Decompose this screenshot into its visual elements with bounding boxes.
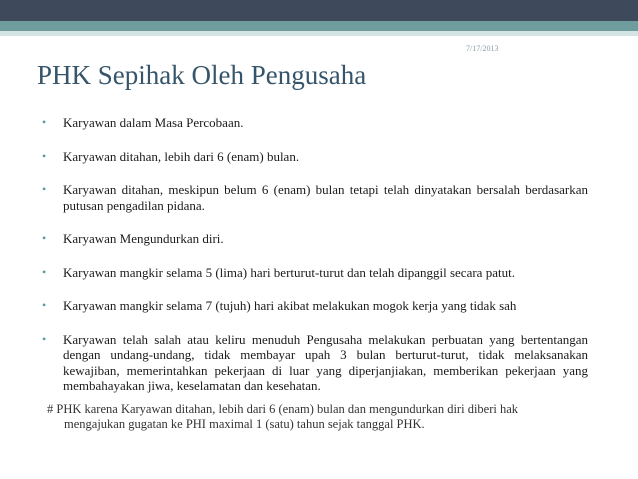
footnote-line-1: # PHK karena Karyawan ditahan, lebih dari 6 (enam) bulan dan mengundurkan diri diberi hak [47,402,519,416]
list-item [40,115,588,131]
list-item [40,231,588,247]
footnote [47,402,598,432]
list-item-text: Karyawan ditahan, lebih dari 6 (enam) bulan. [63,148,300,164]
slide-title: PHK Sepihak Oleh Pengusaha [37,60,367,90]
list-item-text: Karyawan telah salah atau keliru menuduh Pengusaha melakukan perbuatan yang bertentangan dengan undang-undang, tidak membayar upah 3 bulan berturut-turut, tidak melaksanakan kewajiban, memerintahkan pekerjaan di luar yang diperjanjiakan, memberikan pekerjaan yang membahayakan jiwa, keselamatan dan kesehatan. [63,331,588,393]
list-item-text: Karyawan mangkir selama 7 (tujuh) hari akibat melakukan mogok kerja yang tidak sah [63,298,517,313]
bullet-icon: • [42,115,47,129]
header-bar-teal [0,21,638,31]
list-item-text: Karyawan dalam Masa Percobaan. [63,115,244,130]
header-bar-dark [0,0,638,21]
bullet-icon: • [42,264,47,279]
list-item [40,149,588,165]
list-item-text: Karyawan Mengundurkan diri. [63,231,224,246]
bullet-icon: • [42,331,47,346]
list-item [40,265,588,281]
bullet-icon: • [42,182,47,196]
list-item [40,332,588,394]
footnote-line-2: mengajukan gugatan ke PHI maximal 1 (satu) tahun sejak tanggal PHK. [64,417,425,431]
bullet-icon: • [42,298,47,312]
list-item-text: Karyawan mangkir selama 5 (lima) hari berturut-turut dan telah dipanggil secara patut. [63,264,515,280]
list-item-text: Karyawan ditahan, meskipun belum 6 (enam) bulan tetapi telah dinyatakan bersalah berdasarkan putusan pengadilan pidana. [63,182,588,213]
list-item [40,298,588,314]
bullet-icon: • [42,231,47,245]
list-item [40,182,588,213]
slide-date: 7/17/2013 [466,44,499,53]
bullet-icon: • [42,148,47,163]
header-bar-light [0,31,638,36]
bullet-list [40,115,588,394]
